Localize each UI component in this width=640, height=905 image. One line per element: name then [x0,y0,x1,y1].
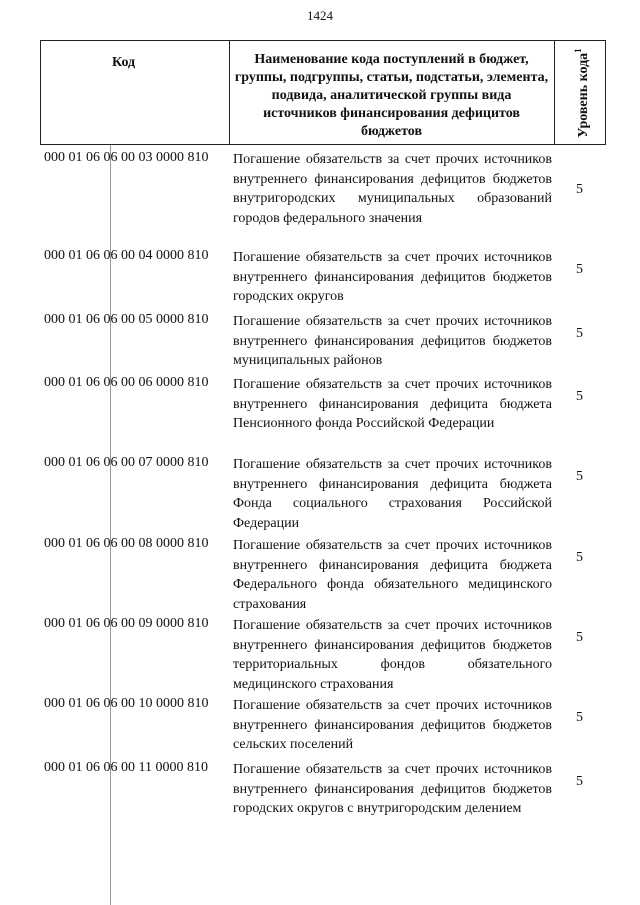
row-level: 5 [576,262,583,277]
header-name: Наименование кода поступлений в бюджет, группы, подгруппы, статьи, подстатьи, элемента, подвида, аналитической группы вида источников финансирования дефицитов бюджетов [234,52,549,139]
row-code: 000 01 06 06 00 07 0000 810 [44,455,209,470]
row-level: 5 [576,710,583,725]
row-code: 000 01 06 06 00 05 0000 810 [44,312,209,327]
row-level: 5 [576,389,583,404]
page-number: 1424 [307,8,333,23]
row-level: 5 [576,550,583,565]
row-code: 000 01 06 06 00 10 0000 810 [44,696,209,711]
row-code: 000 01 06 06 00 03 0000 810 [44,150,209,165]
row-level: 5 [576,469,583,484]
row-description: Погашение обязательств за счет прочих источников внутреннего финансирования дефицита бюджета Фонда социального страхования Российской Федерации [233,457,552,531]
row-description: Погашение обязательств за счет прочих источников внутреннего финансирования дефицитов бюджетов городских округов с внутригородским делением [233,762,552,816]
column-divider [229,41,230,144]
header-level [570,48,592,137]
row-description: Погашение обязательств за счет прочих источников внутреннего финансирования дефицитов бюджетов внутригородских муниципальных образований городов федерального значения [233,152,552,226]
row-level: 5 [576,630,583,645]
row-description: Погашение обязательств за счет прочих источников внутреннего финансирования дефицитов бюджетов территориальных фондов обязательного медицинского страхования [233,618,552,692]
header-level-footnote: 1 [573,47,584,53]
row-code: 000 01 06 06 00 04 0000 810 [44,248,209,263]
header-code: Код [112,55,136,70]
row-description: Погашение обязательств за счет прочих источников внутреннего финансирования дефицитов бюджетов городских округов [233,250,552,304]
table-header [40,40,606,145]
header-level-label: Уровень кода [575,52,591,138]
row-description: Погашение обязательств за счет прочих источников внутреннего финансирования дефицитов бюджетов муниципальных районов [233,314,552,368]
row-description: Погашение обязательств за счет прочих источников внутреннего финансирования дефицита бюджета Федерального фонда обязательного медицинского страхования [233,538,552,612]
row-level: 5 [576,774,583,789]
row-description: Погашение обязательств за счет прочих источников внутреннего финансирования дефицита бюджета Пенсионного фонда Российской Федерации [233,377,552,431]
row-code: 000 01 06 06 00 06 0000 810 [44,375,209,390]
row-level: 5 [576,326,583,341]
row-code: 000 01 06 06 00 08 0000 810 [44,536,209,551]
row-level: 5 [576,182,583,197]
header-level-cell [555,41,607,144]
row-code: 000 01 06 06 00 09 0000 810 [44,616,209,631]
row-code: 000 01 06 06 00 11 0000 810 [44,760,208,775]
row-description: Погашение обязательств за счет прочих источников внутреннего финансирования дефицитов бюджетов сельских поселений [233,698,552,752]
